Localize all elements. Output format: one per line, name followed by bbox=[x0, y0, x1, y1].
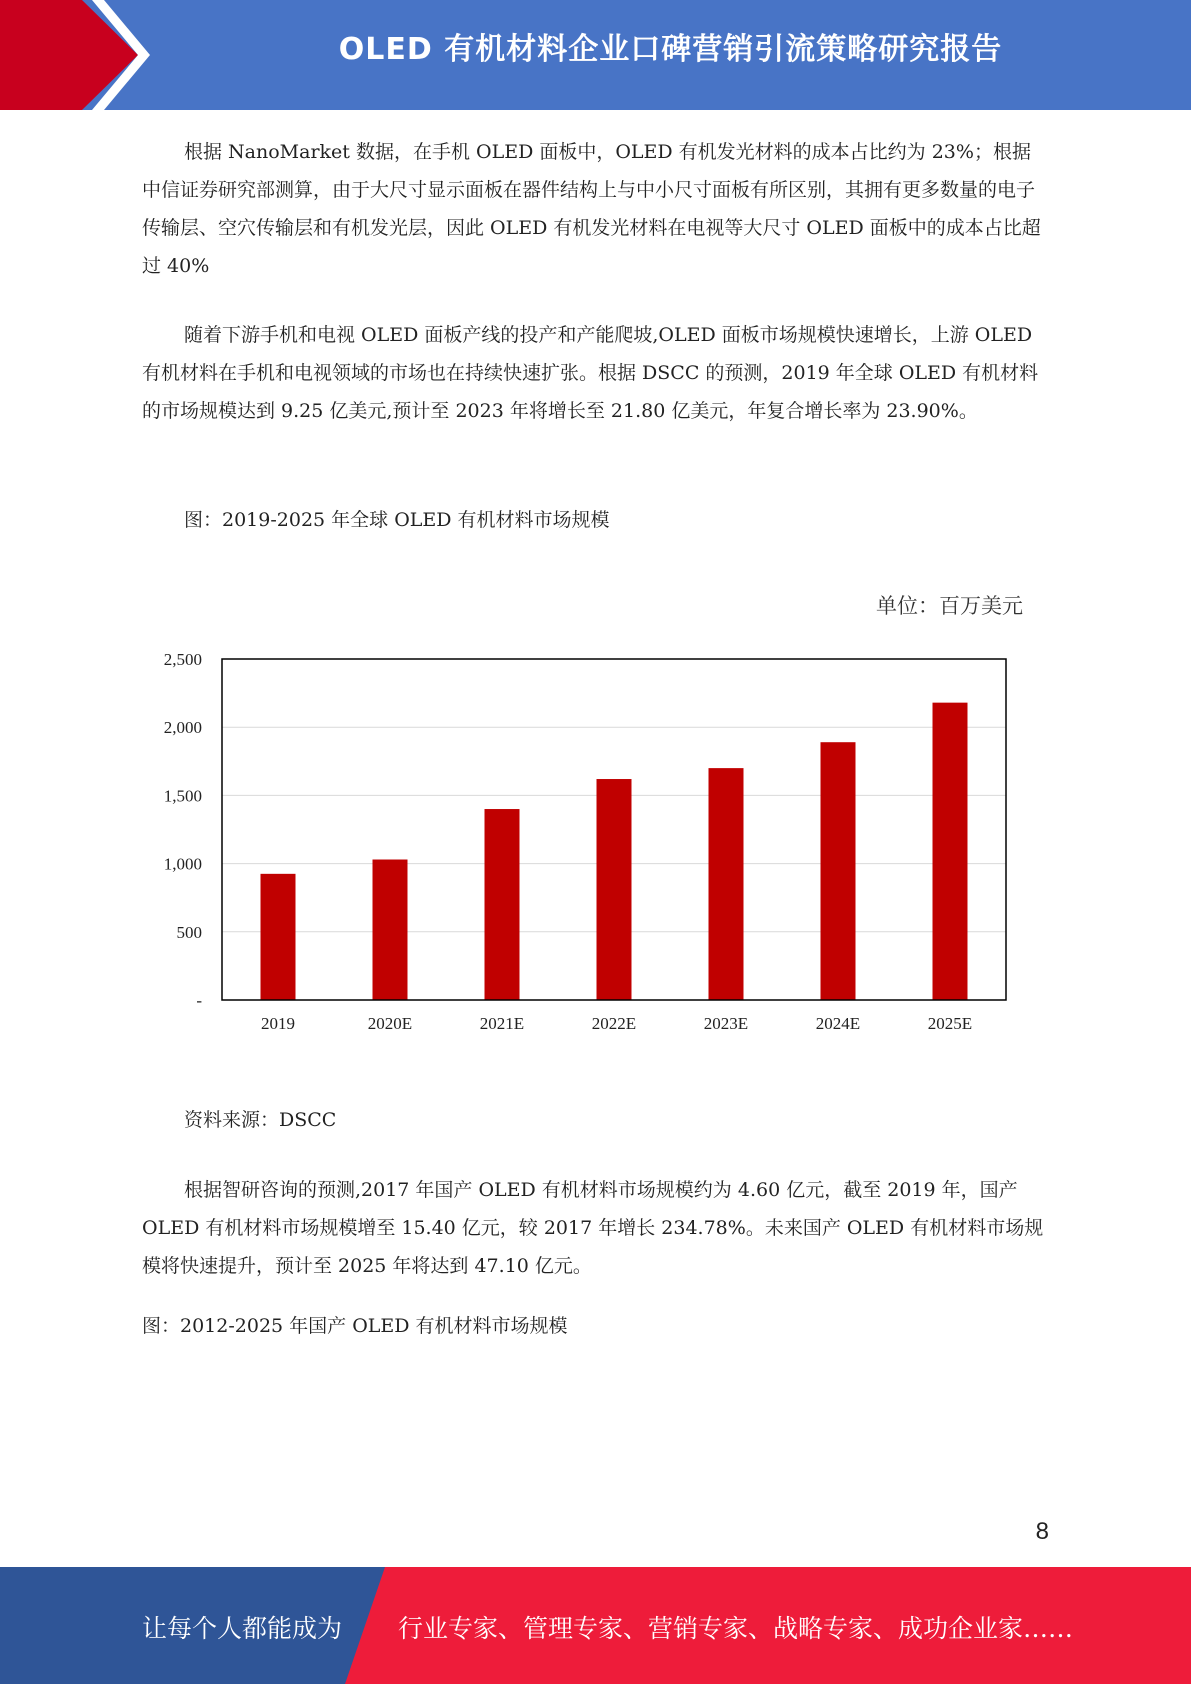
bar-chart bbox=[140, 640, 1020, 1040]
page-header bbox=[0, 0, 1191, 110]
y-tick-label: 500 bbox=[176, 922, 202, 942]
x-tick-label: 2021E bbox=[479, 1014, 525, 1033]
chart-unit-label: 单位：百万美元 bbox=[876, 594, 1023, 618]
figure-2-caption: 图：2012-2025 年国产 OLED 有机材料市场规模 bbox=[142, 1315, 568, 1337]
paragraph-3-text: 根据智研咨询的预测,2017 年国产 OLED 有机材料市场规模约为 4.60 亿元，截至 2019 年，国产 OLED 有机材料市场规模增至 15.40 亿元，较 2017 年增长 234.78%。未来国产 OLED 有机材料市场规模将快速提升，预计至 2025 年将达到 47.10 亿元。 bbox=[142, 1179, 1044, 1277]
y-tick-label: 1,000 bbox=[163, 854, 202, 874]
x-tick-label: 2025E bbox=[927, 1014, 973, 1033]
y-tick-label: 2,500 bbox=[163, 650, 202, 669]
y-tick-label: 2,000 bbox=[163, 718, 202, 738]
x-tick-label: 2024E bbox=[815, 1014, 861, 1033]
bar bbox=[709, 768, 744, 1000]
page-footer bbox=[0, 1567, 1191, 1684]
bar bbox=[485, 809, 520, 1000]
header-chevron-decoration bbox=[0, 0, 150, 110]
bar bbox=[597, 779, 632, 1000]
x-tick-label: 2022E bbox=[591, 1014, 637, 1033]
footer-slogan-left: 让每个人都能成为 bbox=[142, 1614, 343, 1643]
paragraph-1 bbox=[142, 133, 1047, 285]
figure-1-caption: 图：2019-2025 年全球 OLED 有机材料市场规模 bbox=[184, 509, 610, 531]
paragraph-1-text: 根据 NanoMarket 数据，在手机 OLED 面板中，OLED 有机发光材料的成本占比约为 23%；根据中信证券研究部测算，由于大尺寸显示面板在器件结构上与中小尺寸面板有所区别，其拥有更多数量的电子传输层、空穴传输层和有机发光层，因此 OLED 有机发光材料在电视等大尺寸 OLED 面板中的成本占比超过 40% bbox=[142, 141, 1041, 277]
x-tick-label: 2023E bbox=[703, 1014, 749, 1033]
x-tick-label: 2020E bbox=[367, 1014, 413, 1033]
y-tick-label: 1,500 bbox=[163, 786, 202, 806]
report-title: OLED 有机材料企业口碑营销引流策略研究报告 bbox=[338, 32, 1003, 67]
chart-source: 资料来源：DSCC bbox=[184, 1109, 337, 1131]
y-tick-label: - bbox=[196, 991, 202, 1010]
paragraph-2-text: 随着下游手机和电视 OLED 面板产线的投产和产能爬坡,OLED 面板市场规模快速增长，上游 OLED 有机材料在手机和电视领域的市场也在持续快速扩张。根据 DSCC 的预测，2019 年全球 OLED 有机材料的市场规模达到 9.25 亿美元,预计至 2023 年将增长至 21.80 亿美元，年复合增长率为 23.90%。 bbox=[142, 324, 1039, 422]
bar bbox=[373, 860, 408, 1000]
paragraph-3 bbox=[142, 1171, 1047, 1285]
page-number: 8 bbox=[1035, 1518, 1049, 1545]
bar bbox=[933, 703, 968, 1000]
x-tick-label: 2019 bbox=[261, 1014, 295, 1033]
paragraph-2 bbox=[142, 316, 1047, 430]
bar bbox=[821, 742, 856, 1000]
bar bbox=[261, 874, 296, 1000]
footer-slogan-right: 行业专家、管理专家、营销专家、战略专家、成功企业家…… bbox=[398, 1614, 1074, 1643]
